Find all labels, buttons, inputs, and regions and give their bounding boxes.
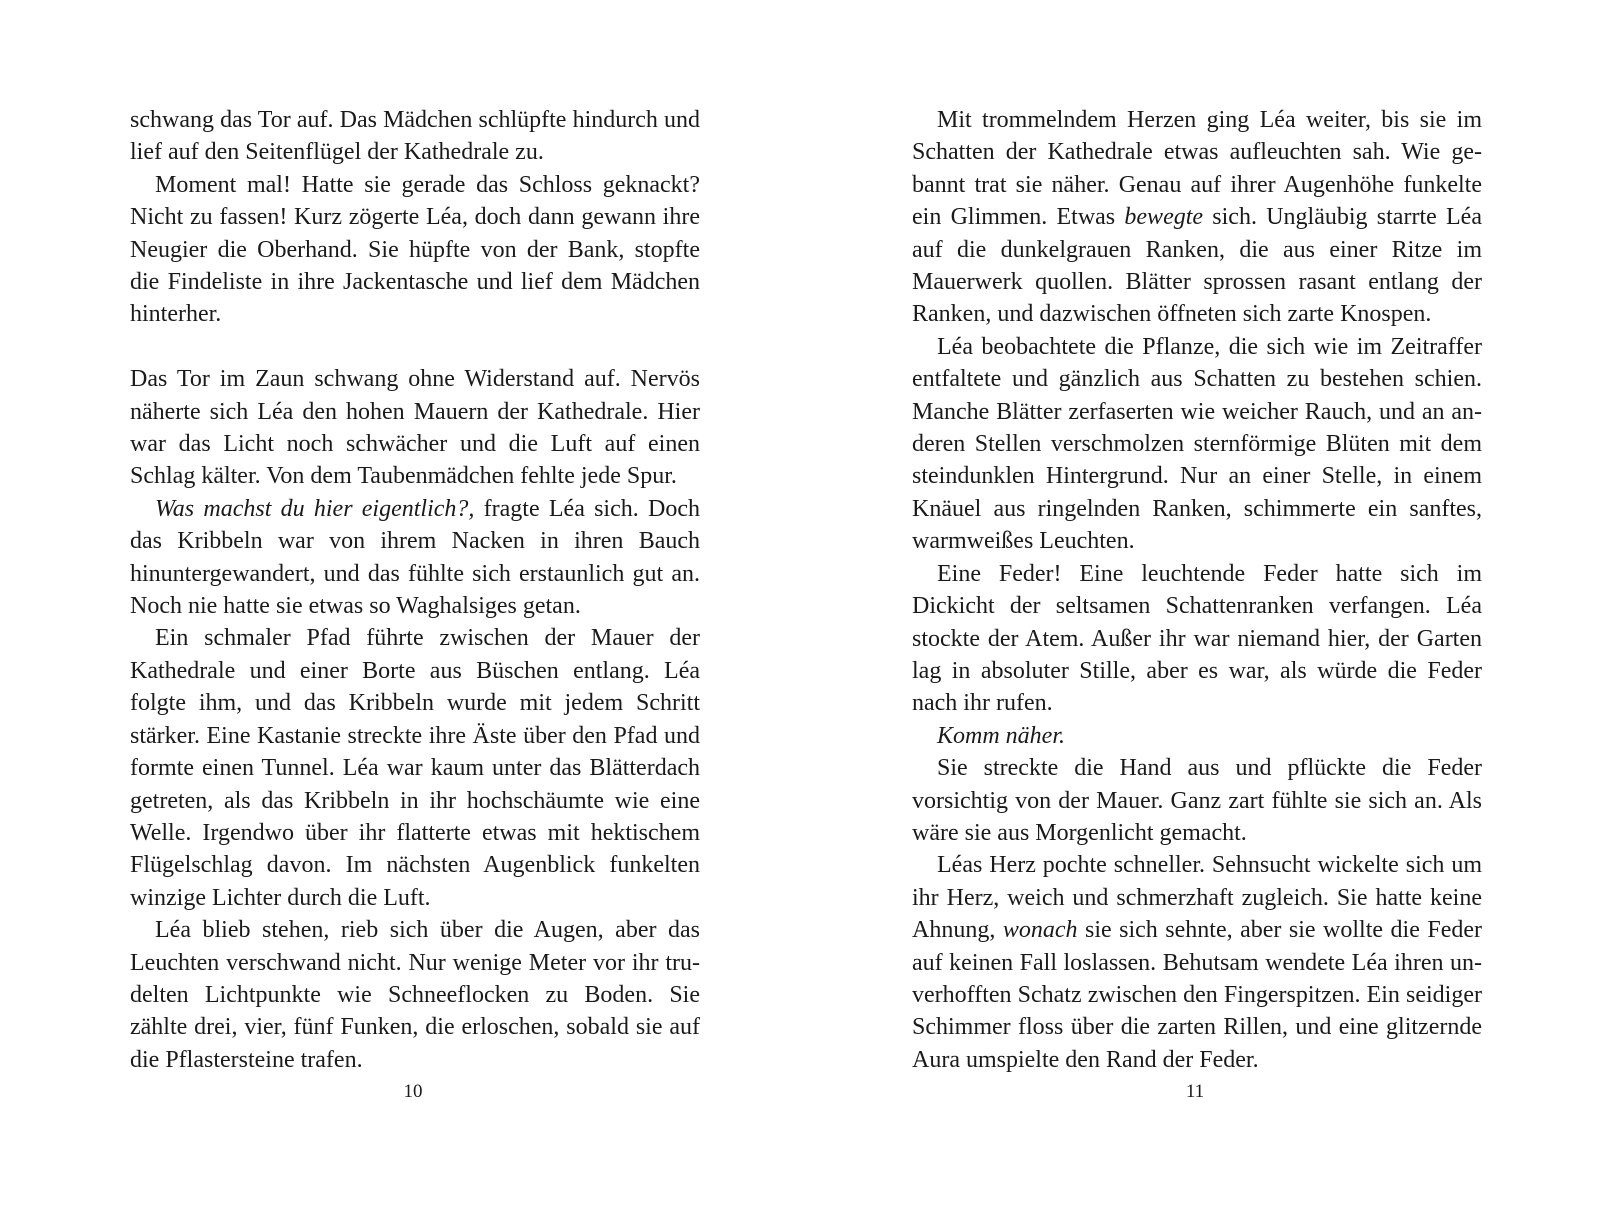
page-number-left: 10: [403, 1081, 423, 1102]
paragraph-italic-text: Komm näher.: [937, 722, 1066, 749]
left-page-text: [130, 104, 700, 1076]
paragraph-text-continued: sie sich sehnte, aber sie wollte die Feder auf keinen Fall loslassen. Behutsam wendete Léa ihren unverhofften Schatz zwischen den Fingerspitzen. Ein seidiger Schimmer floss über die zarten Rillen, und eine glitzernde Aura umspielte den Rand der Feder.: [912, 917, 1482, 1073]
paragraph: [130, 104, 700, 169]
paragraph: [912, 104, 1482, 331]
paragraph: [130, 493, 700, 623]
paragraph-text: Moment mal! Hatte sie gerade das Schloss geknackt? Nicht zu fassen! Kurz zögerte Léa, doch dann gewann ihre Neugier die Oberhand. Sie hüpfte von der Bank, stopfte die Findeliste in ihre Jackentasche und lief dem Mädchen hinterher.: [130, 171, 700, 328]
paragraph-italic-text: bewegte: [1124, 204, 1204, 231]
paragraph-text: fragte Léa sich. Doch das Kribbeln war von ihrem Nacken in ihren Bauch hinuntergewandert, und das fühlte sich erstaunlich gut an. Noch nie hatte sie etwas so Waghalsiges getan.: [130, 495, 700, 620]
paragraph: [912, 849, 1482, 1076]
paragraph: [912, 752, 1482, 849]
paragraph-text: Sie streckte die Hand aus und pflückte die Feder vorsichtig von der Mauer. Ganz zart fühlte sie sich an. Als wäre sie aus Morgenlicht gemacht.: [912, 755, 1482, 846]
paragraph: [130, 622, 700, 914]
left-page: [130, 104, 700, 1076]
paragraph-italic: [912, 720, 1482, 752]
paragraph-section-start: [130, 363, 700, 493]
right-page: [912, 104, 1482, 1076]
paragraph-text: Léas Herz pochte schneller. Sehnsucht wickelte sich um ihr Herz, weich und schmerzhaft zugleich. Sie hatte keine Ahnung,: [912, 852, 1482, 944]
right-page-text: [912, 104, 1482, 1076]
paragraph-text: Léa beobachtete die Pflanze, die sich wie im Zeitraffer entfaltete und gänzlich aus Schatten zu bestehen schien. Manche Blätter zerfaserten wie weicher Rauch, und an anderen Stellen verschmolzen sternförmige Blüten mit dem steindunklen Hintergrund. Nur an einer Stelle, in einem Knäuel aus ringelnden Ranken, schimmerte ein sanftes, warmweißes Leuchten.: [912, 333, 1482, 555]
paragraph: [130, 914, 700, 1076]
paragraph: [130, 169, 700, 331]
paragraph-text-continued: sich. Ungläubig starrte Léa auf die dunkelgrauen Ranken, die aus einer Ritze im Mauerwerk quollen. Blätter sprossen rasant entlang der Ranken, und dazwischen öffneten sich zarte Knospen.: [912, 204, 1482, 328]
paragraph-text: Mit trommelndem Herzen ging Léa weiter, bis sie im Schatten der Kathedrale etwas aufleuchten sah. Wie gebannt trat sie näher. Genau auf ihrer Augenhöhe funkelte ein Glimmen. Etwas: [912, 107, 1482, 231]
paragraph-italic-text: wonach: [1002, 917, 1078, 944]
paragraph-text: Léa blieb stehen, rieb sich über die Augen, aber das Leuchten verschwand nicht. Nur wenige Meter vor ihr trudelten Lichtpunkte wie Schneeflocken zu Boden. Sie zählte drei, vier, fünf Funken, die erloschen, sobald sie auf die Pflastersteine trafen.: [130, 917, 700, 1073]
paragraph-text: Ein schmaler Pfad führte zwischen der Mauer der Kathedrale und einer Borte aus Büschen entlang. Léa folgte ihm, und das Kribbeln wurde mit jedem Schritt stärker. Eine Kastanie streckte ihre Äste über den Pfad und formte einen Tunnel. Léa war kaum unter das Blätterdach getreten, als das Kribbeln in ihr hochschäumte wie eine Welle. Irgendwo über ihr flatterte etwas mit hektischem Flügelschlag davon. Im nächsten Augenblick funkelten winzige Lichter durch die Luft.: [130, 625, 700, 911]
paragraph: [912, 331, 1482, 558]
paragraph: [912, 558, 1482, 720]
paragraph-text: Eine Feder! Eine leuchtende Feder hatte sich im Dickicht der seltsamen Schattenranken verfangen. Léa stockte der Atem. Außer ihr war niemand hier, der Garten lag in absoluter Stille, aber es war, als würde die Feder nach ihr rufen.: [912, 560, 1482, 717]
page-number-right: 11: [1185, 1081, 1205, 1102]
paragraph-text: schwang das Tor auf. Das Mädchen schlüpfte hindurch und lief auf den Seitenflügel der Kathedrale zu.: [130, 107, 700, 166]
paragraph-text: Das Tor im Zaun schwang ohne Widerstand auf. Nervös näherte sich Léa den hohen Mauern der Kathedrale. Hier war das Licht noch schwächer und die Luft auf einen Schlag kälter. Von dem Taubenmädchen fehlte jede Spur.: [130, 366, 700, 490]
paragraph-italic-text: Was machst du hier eigentlich?,: [155, 495, 475, 522]
